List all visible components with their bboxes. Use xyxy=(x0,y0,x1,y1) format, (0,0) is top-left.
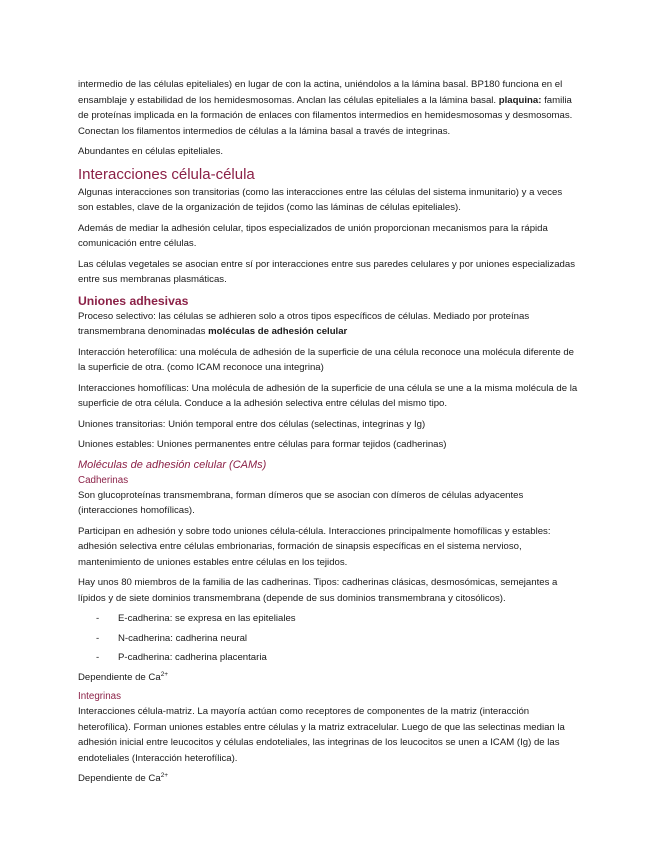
integrin-calcium-dependence xyxy=(78,771,578,787)
calcium-charge: 2+ xyxy=(160,771,169,779)
heading-adhesive-junctions: Uniones adhesivas xyxy=(78,293,189,308)
list-item xyxy=(78,631,578,647)
list-item-text: E-cadherina: se expresa en las epiteliales xyxy=(118,613,296,624)
paragraph-transient-junctions: Uniones transitorias: Unión temporal entre dos células (selectinas, integrinas y Ig) xyxy=(78,418,426,430)
cadherin-type-list xyxy=(78,611,578,666)
dash-bullet: - xyxy=(96,632,100,644)
calcium-charge: 2+ xyxy=(160,670,169,678)
paragraph-cadherin-family: Hay unos 80 miembros de la familia de las cadherinas. Tipos: cadherinas clásicas, desmosómicas, semejantes a lípidos y de siete dominios transmembrana (depende de sus dominios transmembrana y citosólicos). xyxy=(78,577,558,604)
paragraph-plant-cells: Las células vegetales se asocian entre sí por interacciones entre sus paredes celulares y por uniones especializadas entre sus membranas plasmáticas. xyxy=(78,258,576,285)
dash-bullet: - xyxy=(96,613,100,624)
dash-bullet: - xyxy=(96,652,100,663)
cam-term: moléculas de adhesión celular xyxy=(208,326,348,337)
calcium-dependence-text: Dependiente de Ca xyxy=(78,671,161,683)
list-item-text: P-cadherina: cadherina placentaria xyxy=(118,652,267,663)
heading-cams: Moléculas de adhesión celular (CAMs) xyxy=(78,458,267,471)
list-item xyxy=(78,611,578,627)
paragraph-transitory-interactions: Algunas interacciones son transitorias (como las interacciones entre las células del sistema inmunitario) y a veces son estables, clave de la organización de tejidos (como las láminas de células epiteliales). xyxy=(78,186,563,213)
plaquina-term: plaquina: xyxy=(498,94,542,106)
list-item xyxy=(78,650,578,666)
paragraph-heterophilic: Interacción heterofílica: una molécula de adhesión de la superficie de una célula reconoce una molécula diferente de la superficie de otra. (como ICAM reconoce una integrina) xyxy=(78,346,574,373)
paragraph-stable-junctions: Uniones estables: Uniones permanentes entre células para formar tejidos (cadherinas) xyxy=(78,439,447,450)
intro-paragraph-hemidesmosomes xyxy=(78,77,578,139)
heading-integrins: Integrinas xyxy=(78,691,122,702)
calcium-dependence-text: Dependiente de Ca xyxy=(78,773,161,784)
cadherin-calcium-dependence xyxy=(78,670,578,686)
heading-cadherins: Cadherinas xyxy=(78,474,129,486)
document-page xyxy=(78,77,578,792)
paragraph-cadherin-definition: Son glucoproteínas transmembrana, forman dímeros que se asocian con dímeros de células adyacentes (interacciones homofílicas). xyxy=(78,489,524,516)
intro-text-a: intermedio de las células epiteliales) en lugar de con la actina, uniéndolos a la lámina basal. BP180 funciona en el ensamblaje y estabilidad de los hemidesmosomas. Anclan las células epiteliales a la lámina basal. xyxy=(78,79,563,106)
list-item-text: N-cadherina: cadherina neural xyxy=(118,632,248,644)
selective-process-text: Proceso selectivo: las células se adhieren solo a otros tipos específicos de células. Mediado por proteínas transmembrana denominadas xyxy=(78,310,530,337)
paragraph-cadherin-function: Participan en adhesión y sobre todo uniones célula-célula. Interacciones principalmente homofílicas y estables: adhesión selectiva entre células embrionarias, formación de sinapsis específicas en el sistema nervioso, mantenimiento de uniones estables entre células en los tejidos. xyxy=(78,525,551,568)
paragraph-selective-process xyxy=(78,309,578,340)
paragraph-homophilic: Interacciones homofílicas: Una molécula de adhesión de la superficie de una célula se une a la misma molécula de la superficie de otra célula. Conduce a la adhesión selectiva entre células del mismo tipo. xyxy=(78,382,578,409)
heading-cell-cell-interactions: Interacciones célula-célula xyxy=(78,165,255,183)
intro-text-b: familia de proteínas implicada en la formación de enlaces con filamentos intermedios en hemidesmosomas y desmosomas. Conectan los filamentos intermedios de células a la lámina basal a través de integrinas. xyxy=(78,94,573,137)
paragraph-integrin-function: Interacciones célula-matriz. La mayoría actúan como receptores de componentes de la matriz (interacción heterofílica). Forman uniones estables entre células y la matriz extracelular. Luego de que las selectinas median la adhesión inicial entre leucocitos y células endoteliales, las integrinas de los leucocitos se unen a ICAM (Ig) de las endoteliales (Interacción heterofílica). xyxy=(78,706,565,764)
intro-paragraph-abundance: Abundantes en células epiteliales. xyxy=(78,146,224,157)
paragraph-specialized-junctions: Además de mediar la adhesión celular, tipos especializados de unión proporcionan mecanismos para la rápida comunicación entre células. xyxy=(78,222,548,249)
